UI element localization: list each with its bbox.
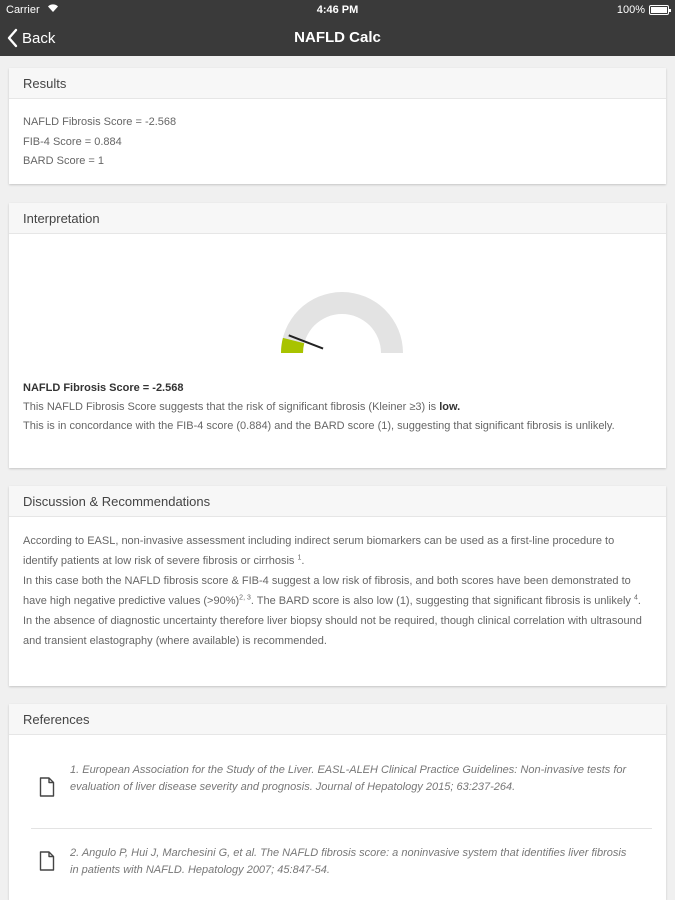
- citation-1[interactable]: 1: [297, 554, 302, 562]
- interpretation-card: [9, 203, 666, 468]
- document-icon: [39, 777, 55, 797]
- navigation-bar: [0, 20, 675, 56]
- battery-percent: 100%: [616, 4, 645, 16]
- discussion-header: Discussion & Recommendations: [9, 486, 666, 517]
- interpretation-score: NAFLD Fibrosis Score = -2.568: [23, 382, 184, 394]
- discussion-paragraph-2: In this case both the NAFLD fibrosis score & FIB-4 suggest a low risk of fibrosis, and both scores have been demonstrated to have high negative predictive values (>90%)$^{2, 3}$. The BARD score is also low (1), suggesting that significant fibrosis is unlikely $^4$.: [23, 575, 641, 607]
- status-bar: [0, 0, 675, 20]
- risk-statement: This NAFLD Fibrosis Score suggests that the risk of significant fibrosis (Kleiner ≥3) is low.: [23, 401, 461, 413]
- carrier-label: Carrier: [6, 4, 40, 16]
- document-icon: [39, 851, 55, 871]
- concordance-statement: This is in concordance with the FIB-4 score (0.884) and the BARD score (1), suggesting that significant fibrosis is unlikely.: [23, 420, 615, 432]
- battery-icon: [649, 5, 669, 15]
- interpretation-header: Interpretation: [9, 203, 666, 234]
- reference-item[interactable]: [31, 829, 652, 899]
- reference-item[interactable]: [31, 735, 652, 829]
- risk-value: low.: [439, 401, 461, 413]
- back-label: Back: [22, 29, 56, 47]
- discussion-card: [9, 486, 666, 686]
- results-header: Results: [9, 68, 666, 99]
- fib4-score-result: FIB-4 Score = 0.884: [23, 135, 122, 148]
- references-header: References: [9, 704, 666, 735]
- risk-gauge: [271, 283, 413, 359]
- bard-score-result: BARD Score = 1: [23, 155, 105, 167]
- interpretation-text: [23, 379, 652, 436]
- discussion-body: [9, 517, 666, 665]
- discussion-paragraph-3: In the absence of diagnostic uncertainty therefore liver biopsy should not be required, though clinical correlation with ultrasound and transient elastography (where available) is recommended.: [23, 615, 642, 647]
- nafld-score-result: NAFLD Fibrosis Score = -2.568: [23, 116, 177, 128]
- status-time: 4:46 PM: [316, 4, 359, 16]
- citation-2-3[interactable]: 2, 3: [239, 594, 251, 602]
- results-card: [9, 68, 666, 184]
- results-body: [9, 99, 666, 186]
- discussion-paragraph-1: According to EASL, non-invasive assessment including indirect serum biomarkers can be used as a first-line procedure to identify patients at low risk of severe fibrosis or cirrhosis $^1$.: [23, 535, 615, 567]
- citation-4[interactable]: 4: [634, 594, 638, 602]
- references-card: [9, 704, 666, 900]
- page-title: NAFLD Calc: [294, 29, 381, 46]
- reference-text: 1. European Association for the Study of the Liver. EASL-ALEH Clinical Practice Guidelines: Non-invasive tests for evaluation of liver disease severity and prognosis. Journal of Hepatology 2015; 63:237-264.: [70, 764, 627, 793]
- references-list: [9, 735, 666, 899]
- reference-text: 2. Angulo P, Hui J, Marchesini G, et al. The NAFLD fibrosis score: a noninvasive system that identifies liver fibrosis in patients with NAFLD. Hepatology 2007; 45:847-54.: [70, 847, 627, 876]
